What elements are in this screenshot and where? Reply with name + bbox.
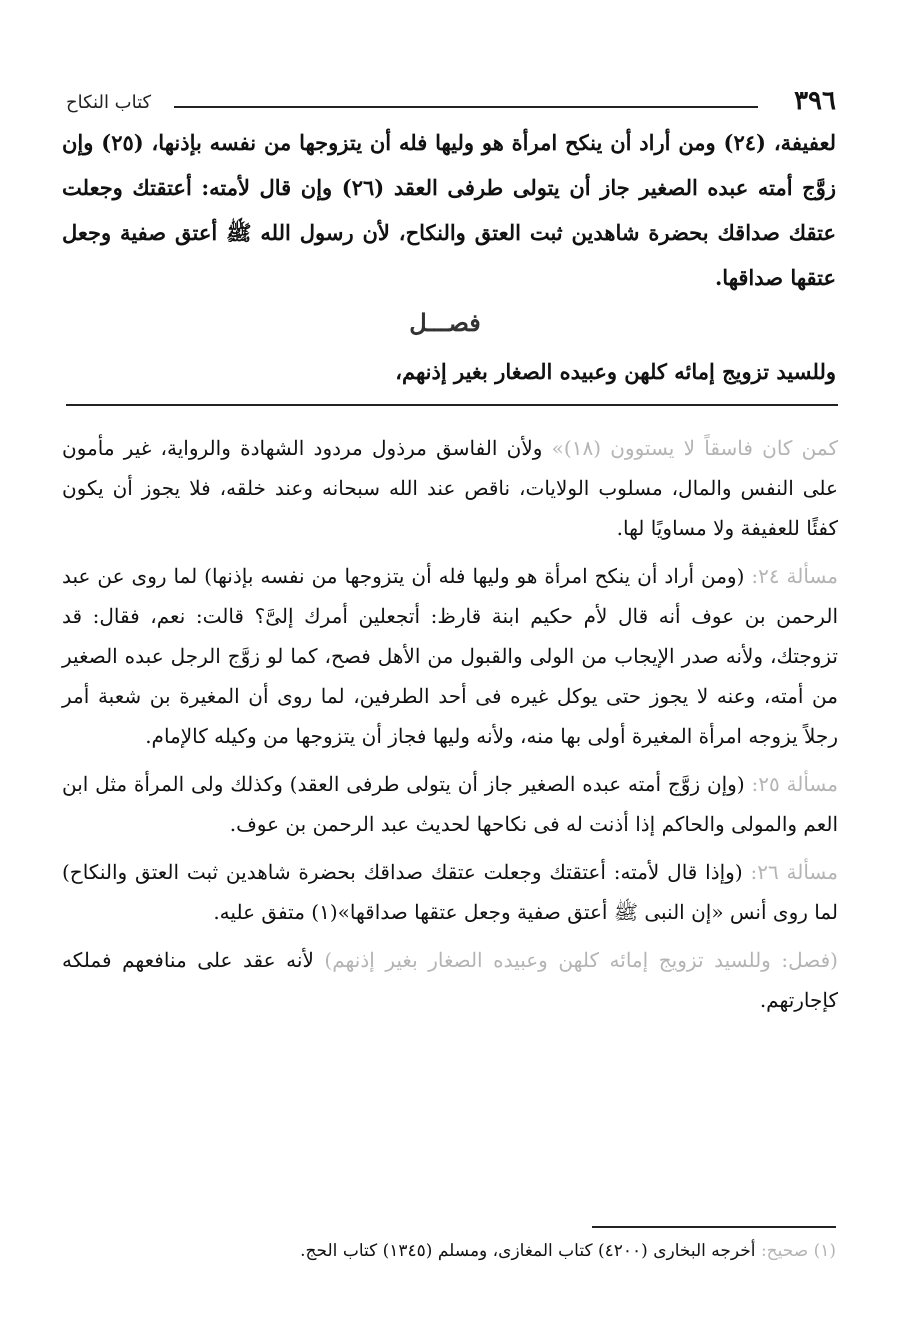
footnote-marker: (١) صحيح: — [760, 1241, 836, 1261]
matn-paragraph: لعفيفة، (٢٤) ومن أراد أن ينكح امرأة هو وليها فله أن يتزوجها من نفسه بإذنها، (٢٥) وإن زوَّج أمته عبده الصغير جاز أن يتولى طرفى العقد (٢٦) وإن قال لأمته: أعتقتك وجعلت عتقك صداقك بحضرة شاهدين ثبت العتق والنكاح، لأن رسول الله ﷺ أعتق صفية وجعل عتقها صداقها. — [62, 130, 836, 290]
commentary-paragraph — [62, 764, 838, 844]
footnote-text: أخرجه البخارى (٤٢٠٠) كتاب المغازى، ومسلم (١٣٤٥) كتاب الحج. — [300, 1241, 761, 1261]
paragraph-text: (وإذا قال لأمته: أعتقتك وجعلت عتقك صداقك بحضرة شاهدين ثبت العتق والنكاح) لما روى أنس «إن النبى ﷺ أعتق صفية وجعل عتقها صداقها»(١) متفق عليه. — [62, 860, 838, 924]
commentary-paragraph — [62, 556, 838, 756]
commentary-block — [62, 428, 838, 1028]
paragraph-text: ولأن الفاسق مرذول مردود الشهادة والرواية، غير مأمون على النفس والمال، مسلوب الولايات، ناقص عند الله سبحانه وعند خلقه، فلا يجوز أن يكون كفئًا للعفيفة ولا مساويًا لها. — [62, 436, 838, 540]
paragraph-text: (ومن أراد أن ينكح امرأة هو وليها فله أن يتزوجها من نفسه بإذنها) لما روى عن عبد الرحمن بن عوف أنه قال لأم حكيم ابنة قارظ: أتجعلين أمرك إلىَّ؟ قالت: نعم، فقال: قد تزوجتك، ولأنه صدر الإيجاب من الولى والقبول من الأهل فصح، كما لو زوَّج الرجل عبده الصغير من أمته، وعنه لا يجوز حتى يوكل غيره فى أحد الطرفين، لما روى أن المغيرة بن شعبة أمر رجلاً يزوجه امرأة المغيرة أولى بها منه، ولأنه وليها فجاز أن يتزوجها من وكيله كالإمام. — [62, 564, 838, 748]
paragraph-text: (وإن زوَّج أمته عبده الصغير جاز أن يتولى طرفى العقد) وكذلك ولى المرأة مثل ابن العم والمولى والحاكم إذا أذنت له فى نكاحها لحديث عبد الرحمن بن عوف. — [62, 772, 838, 836]
fasl-text: وللسيد تزويج إمائه كلهن وعبيده الصغار بغير إذنهم، — [395, 359, 836, 384]
matn-text-block — [62, 120, 836, 300]
page-header — [66, 82, 836, 122]
page-number: ٣٩٦ — [794, 86, 836, 116]
issue-label: مسألة ٢٥: — [751, 772, 838, 796]
section-divider — [66, 404, 838, 406]
issue-label: مسألة ٢٤: — [751, 564, 838, 588]
commentary-paragraph — [62, 852, 838, 932]
commentary-paragraph — [62, 940, 838, 1020]
fasl-heading: فصـــل — [409, 308, 481, 337]
footnote — [62, 1236, 836, 1266]
header-rule — [174, 106, 758, 108]
footnote-rule — [592, 1226, 836, 1228]
paragraph-text: لأنه عقد على منافعهم فملكه كإجارتهم. — [62, 948, 838, 1012]
commentary-paragraph — [62, 428, 838, 548]
issue-label: مسألة ٢٦: — [750, 860, 838, 884]
faded-prefix: كمن كان فاسقاً لا يستوون (١٨)» — [551, 436, 838, 460]
running-title: كتاب النكاح — [66, 92, 152, 113]
quoted-fasl: (فصل: وللسيد تزويج إمائه كلهن وعبيده الصغار بغير إذنهم) — [324, 948, 838, 972]
